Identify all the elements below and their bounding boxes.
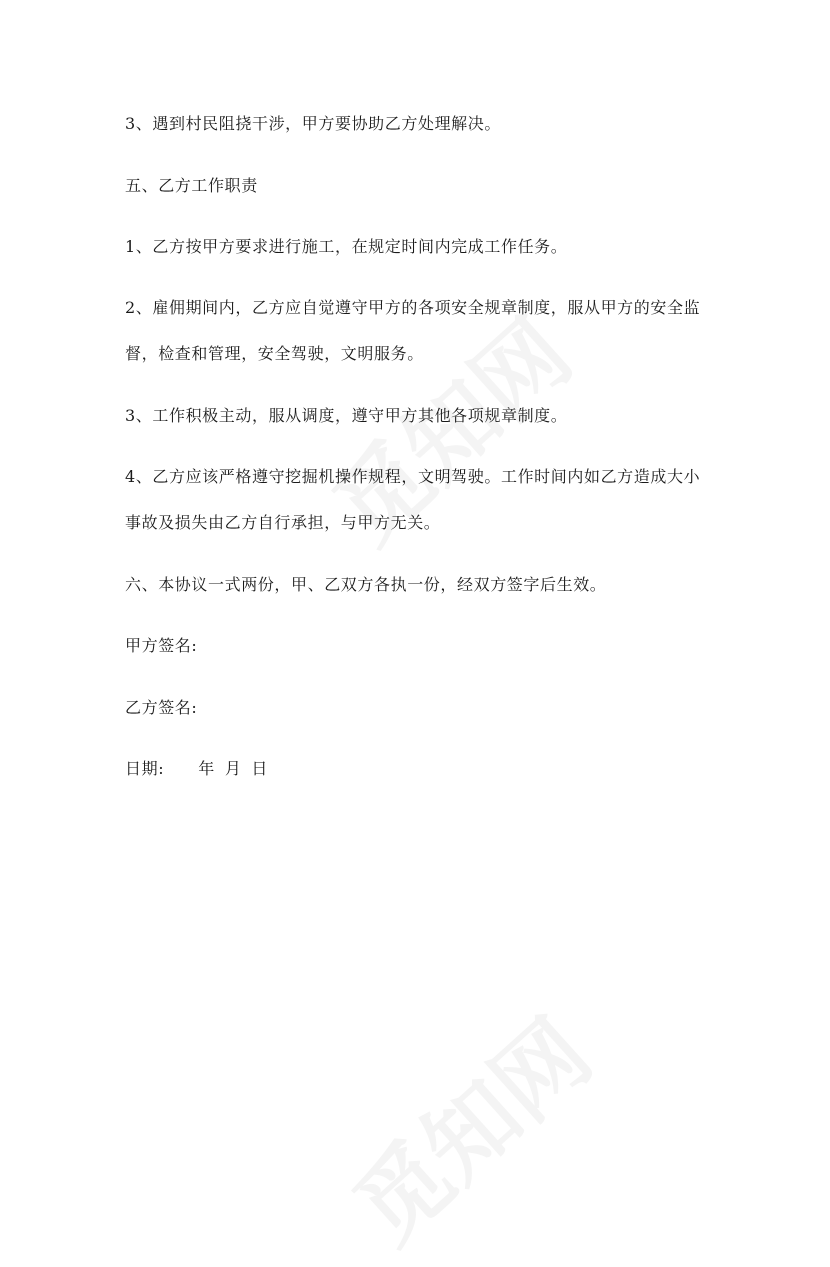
watermark-bottom [321, 985, 614, 1267]
paragraph-item-3-cooperation: 3、遇到村民阻挠干涉，甲方要协助乙方处理解决。 [125, 114, 501, 133]
date-line [125, 759, 278, 779]
section-heading-party-b-duties: 五、乙方工作职责 [125, 176, 258, 195]
paragraph-duty-2-line-2: 督，检查和管理，安全驾驶，文明服务。 [125, 344, 424, 363]
paragraph-duty-2-line-1: 2、雇佣期间内，乙方应自觉遵守甲方的各项安全规章制度，服从甲方的安全监 [125, 298, 701, 317]
paragraph-duty-4-line-2: 事故及损失由乙方自行承担，与甲方无关。 [125, 513, 441, 532]
paragraph-duty-4-line-1: 4、乙方应该严格遵守挖掘机操作规程，文明驾驶。工作时间内如乙方造成大小 [125, 467, 701, 486]
signature-party-a: 甲方签名: [125, 636, 198, 655]
date-day: 日 [251, 759, 269, 778]
date-label: 日期: [125, 759, 165, 778]
signature-party-b: 乙方签名: [125, 698, 198, 717]
paragraph-duty-3: 3、工作积极主动，服从调度，遵守甲方其他各项规章制度。 [125, 406, 568, 425]
date-year: 年 [198, 759, 215, 778]
paragraph-agreement-copies: 六、本协议一式两份，甲、乙双方各执一份，经双方签字后生效。 [125, 575, 607, 594]
date-month: 月 [224, 759, 242, 778]
paragraph-duty-1: 1、乙方按甲方要求进行施工，在规定时间内完成工作任务。 [125, 237, 568, 256]
